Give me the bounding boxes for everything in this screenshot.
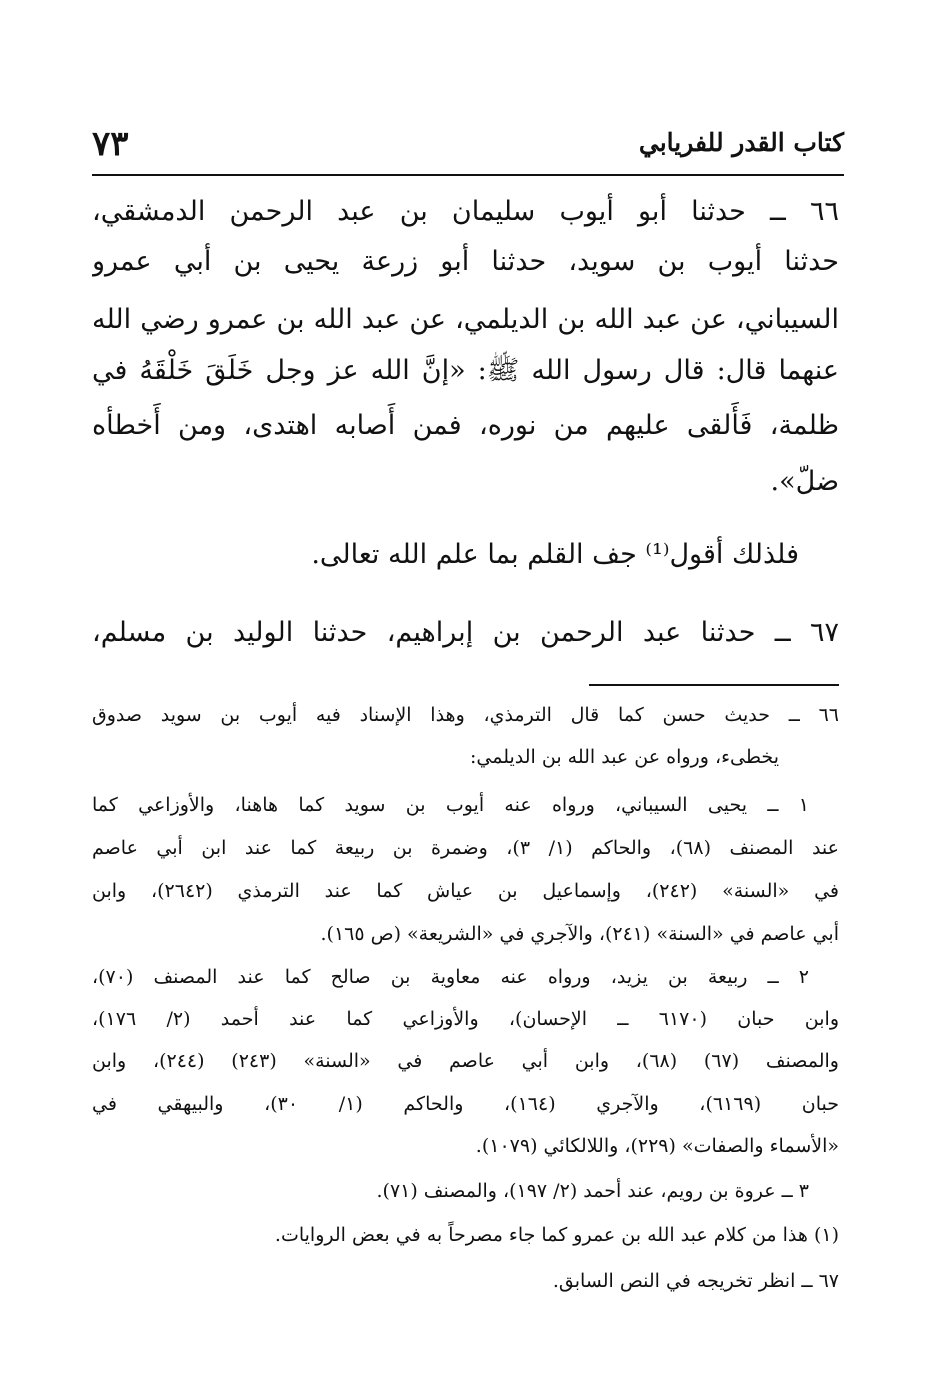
author-statement: فلذلك أقول⁽¹⁾ جف القلم بما علم الله تعالى.	[311, 539, 799, 570]
footnote-66-line-11: «الأسماء والصفات» (٢٢٩)، واللالكائي (١٠٧٩).	[475, 1135, 839, 1157]
page-header	[92, 118, 844, 168]
hadith-66-line-3: السيباني، عن عبد الله بن الديلمي، عن عبد الله بن عمرو رضي الله	[92, 304, 839, 335]
footnote-66-line-7: ٢ ــ ربيعة بن يزيد، ورواه عنه معاوية بن صالح كما عند المصنف (٧٠)،	[92, 966, 809, 988]
footnote-66-line-9: والمصنف (٦٧) (٦٨)، وابن أبي عاصم في «السنة» (٢٤٣) (٢٤٤)، وابن	[92, 1050, 839, 1072]
book-title: كتاب القدر للفريابي	[638, 128, 844, 157]
page-number: ٧٣	[92, 124, 129, 164]
footnote-66-line-3: ١ ــ يحيى السيباني، ورواه عنه أيوب بن سويد كما هاهنا، والأوزاعي كما	[92, 794, 809, 816]
footnote-66-line-6: أبي عاصم في «السنة» (٢٤١)، والآجري في «الشريعة» (ص ١٦٥).	[320, 923, 839, 945]
hadith-67-line-1: ٦٧ ــ حدثنا عبد الرحمن بن إبراهيم، حدثنا الوليد بن مسلم،	[92, 617, 839, 648]
footnote-rule	[589, 684, 839, 686]
hadith-66-line-4: عنهما قال: قال رسول الله ﷺ: «إنَّ الله عز وجل خَلَقَ خَلْقَهُ في	[92, 355, 839, 386]
footnote-66-line-5: في «السنة» (٢٤٢)، وإسماعيل بن عياش كما عند الترمذي (٢٦٤٢)، وابن	[92, 880, 839, 902]
footnote-66-line-4: عند المصنف (٦٨)، والحاكم (١/ ٣)، وضمرة بن ربيعة كما عند ابن أبي عاصم	[92, 837, 839, 859]
footnote-66-line-1: ٦٦ ــ حديث حسن كما قال الترمذي، وهذا الإسناد فيه أيوب بن سويد صدوق	[92, 704, 839, 726]
hadith-66-line-1: ٦٦ ــ حدثنا أبو أيوب سليمان بن عبد الرحمن الدمشقي،	[92, 196, 839, 227]
footnote-66-line-2: يخطىء، ورواه عن عبد الله بن الديلمي:	[469, 746, 779, 768]
hadith-66-line-6: ضلّ».	[770, 466, 839, 497]
footnote-66-line-8: وابن حبان (٦١٧٠ ــ الإحسان)، والأوزاعي كما عند أحمد (٢/ ١٧٦)،	[92, 1008, 839, 1030]
footnote-1: (١) هذا من كلام عبد الله بن عمرو كما جاء مصرحاً به في بعض الروايات.	[274, 1224, 839, 1246]
footnote-66-line-10: حبان (٦١٦٩)، والآجري (١٦٤)، والحاكم (١/ ٣٠)، والبيهقي في	[92, 1093, 839, 1115]
hadith-66-line-5: ظلمة، فَأَلقى عليهم من نوره، فمن أَصابه اهتدى، ومن أَخطأه	[92, 410, 839, 441]
footnote-66-line-12: ٣ ــ عروة بن رويم، عند أحمد (٢/ ١٩٧)، والمصنف (٧١).	[376, 1180, 809, 1202]
hadith-66-line-2: حدثنا أيوب بن سويد، حدثنا أبو زرعة يحيى بن أبي عمرو	[92, 246, 839, 277]
footnote-67: ٦٧ ــ انظر تخريجه في النص السابق.	[552, 1270, 839, 1292]
header-rule	[92, 174, 844, 176]
